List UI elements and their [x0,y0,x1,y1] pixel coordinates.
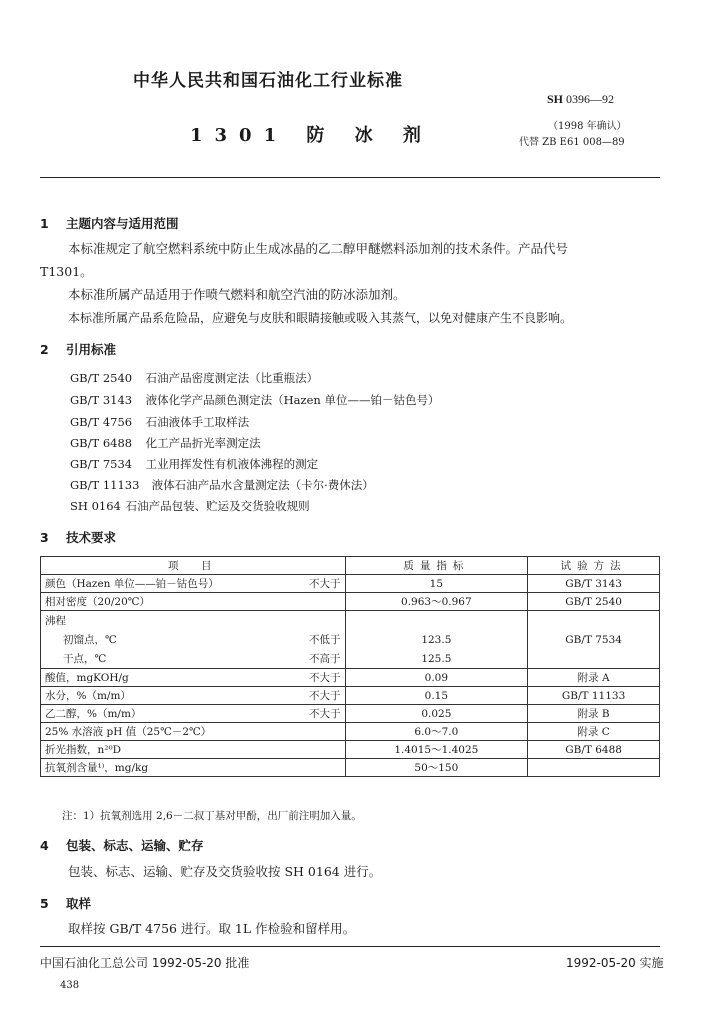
standard-code: 0396—92 [566,92,615,106]
reference-name: 液体化学产品颜色测定法（Hazen 单位——铂－钴色号） [145,393,440,407]
property-value: 0.025 [345,705,528,723]
property-limit [295,723,345,741]
replaces-standard: 代替 ZB E61 008—89 [519,137,625,148]
property-limit [295,593,345,611]
test-method: 附录 C [528,723,660,741]
section-2-heading [40,340,116,358]
property-name: 酸值，mgKOH/g [41,669,296,687]
section-number: 2 [40,342,49,357]
property-name: 干点，℃ [41,649,296,669]
property-value: 0.09 [345,669,528,687]
header-divider [40,177,660,178]
reference-code: GB/T 6488 [70,436,133,450]
test-method: 附录 A [528,669,660,687]
property-limit [295,741,345,759]
test-method [528,759,660,777]
property-value: 50～150 [345,759,528,777]
reference-item [70,435,261,451]
property-limit: 不大于 [295,669,345,687]
section-number: 4 [40,838,49,853]
section-1-paragraph-1b: T1301。 [40,264,93,279]
property-value: 0.963～0.967 [345,593,528,611]
table-row [41,575,660,593]
reference-item [70,392,439,408]
reference-name: 石油产品密度测定法（比重瓶法） [145,371,319,385]
table-row [41,669,660,687]
test-method: GB/T 6488 [528,741,660,759]
property-value: 125.5 [345,649,528,669]
property-name: 抗氧剂含量¹⁾，mg/kg [41,759,296,777]
section-title: 主题内容与适用范围 [66,216,179,231]
table-row [41,593,660,611]
reference-code: GB/T 3143 [70,393,133,407]
header-quality-index: 质量指标 [345,557,528,575]
property-value: 0.15 [345,687,528,705]
property-value [345,611,528,631]
property-value: 15 [345,575,528,593]
property-name: 25% 水溶液 pH 值（25℃－2℃） [41,723,296,741]
property-limit [295,759,345,777]
property-limit: 不大于 [295,575,345,593]
section-title: 技术要求 [66,530,117,545]
section-title: 引用标准 [66,342,117,357]
property-name: 沸程 [41,611,296,631]
table-row [41,611,660,631]
effective-date: 1992-05-20 实施 [566,956,664,970]
property-limit: 不高于 [295,649,345,669]
property-name: 折光指数，n²⁰D [41,741,296,759]
reference-item [70,477,374,493]
footer-divider [40,946,660,947]
standard-category-title: 中华人民共和国石油化工行业标准 [133,71,403,91]
property-name: 颜色（Hazen 单位——铂－钴色号） [41,575,296,593]
table-row [41,741,660,759]
section-1-paragraph-3: 本标准所属产品系危险品，应避免与皮肤和眼睛接触或吸入其蒸气，以免对健康产生不良影响。 [68,311,573,325]
header-test-method: 试验方法 [528,557,660,575]
reference-code: GB/T 2540 [70,371,133,385]
property-name: 初馏点，℃ [41,630,296,649]
reference-code: GB/T 7534 [70,457,133,471]
property-limit: 不大于 [295,705,345,723]
section-number: 1 [40,216,49,231]
reference-code: SH 0164 [70,499,121,513]
section-4-heading [40,836,204,854]
property-name: 水分，%（m/m） [41,687,296,705]
test-method: 附录 B [528,705,660,723]
section-5-heading [40,894,91,912]
section-number: 3 [40,530,49,545]
table-row [41,759,660,777]
property-limit: 不大于 [295,687,345,705]
section-title: 取样 [66,896,92,911]
section-title: 包装、标志、运输、贮存 [66,838,204,853]
reference-name: 液体石油产品水含量测定法（卡尔·费休法） [151,478,374,492]
standard-number [547,92,614,107]
property-limit: 不低于 [295,630,345,649]
test-method: GB/T 7534 [528,611,660,669]
reference-item [70,498,310,514]
header-item: 项 目 [41,557,346,575]
confirmation-year: （1998 年确认） [548,121,627,132]
section-5-paragraph: 取样按 GB/T 4756 进行。取 1L 作检验和留样用。 [68,921,356,936]
property-value: 1.4015～1.4025 [345,741,528,759]
standard-prefix: SH [547,92,564,106]
property-value: 6.0～7.0 [345,723,528,741]
table-header-row [41,557,660,575]
reference-item [70,456,318,472]
reference-item [70,370,318,386]
technical-requirements-table [40,556,660,777]
table-row [41,705,660,723]
reference-code: GB/T 11133 [70,478,140,492]
test-method: GB/T 11133 [528,687,660,705]
property-value: 123.5 [345,630,528,649]
section-1-paragraph-2: 本标准所属产品适用于作喷气燃料和航空汽油的防冰添加剂。 [68,287,406,302]
document-title: 1301 防 冰 剂 [190,125,433,146]
test-method: GB/T 2540 [528,593,660,611]
section-number: 5 [40,896,49,911]
reference-name: 工业用挥发性有机液体沸程的测定 [145,457,319,471]
section-3-heading [40,528,116,546]
table-row [41,723,660,741]
section-1-paragraph-1a: 本标准规定了航空燃料系统中防止生成冰晶的乙二醇甲醚燃料添加剂的技术条件。产品代号 [68,241,569,256]
reference-item [70,414,249,430]
reference-name: 石油产品包装、贮运及交货验收规则 [125,499,310,513]
reference-code: GB/T 4756 [70,415,133,429]
approval-line: 中国石油化工总公司 1992-05-20 批准 [40,956,250,970]
table-row [41,687,660,705]
page-number: 438 [60,980,80,991]
test-method: GB/T 3143 [528,575,660,593]
section-1-heading [40,214,179,232]
property-limit [295,611,345,631]
table-note: 注：1）抗氧剂选用 2,6－二叔丁基对甲酚，出厂前注明加入量。 [62,810,362,822]
property-name: 乙二醇，%（m/m） [41,705,296,723]
reference-name: 石油液体手工取样法 [145,415,250,429]
property-name: 相对密度（20/20℃） [41,593,296,611]
reference-name: 化工产品折光率测定法 [145,436,261,450]
section-4-paragraph: 包装、标志、运输、贮存及交货验收按 SH 0164 进行。 [68,864,382,879]
